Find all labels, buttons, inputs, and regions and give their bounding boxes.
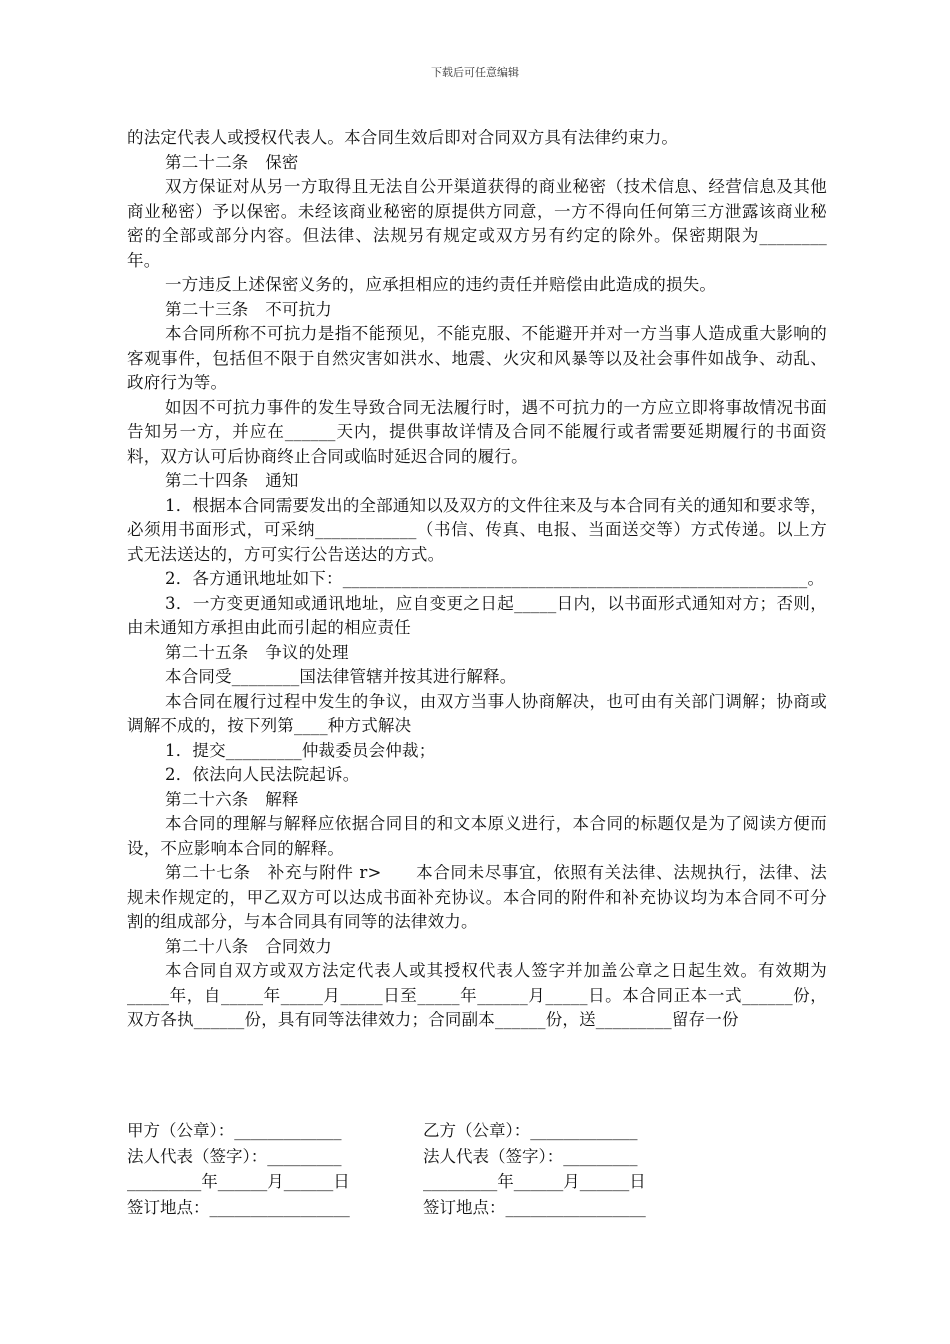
signature-row <box>127 1169 827 1195</box>
contract-paragraph: 第二十七条 补充与附件 r> 本合同未尽事宜，依照有关法律、法规执行，法律、法规未作规定的，甲乙双方可以达成书面补充协议。本合同的附件和补充协议均为本合同不可分割的组成部分，与本合同具有同等的法律效力。 <box>127 863 827 931</box>
contract-paragraph: 1．提交_________仲裁委员会仲裁； <box>165 740 436 760</box>
contract-paragraph: 1．根据本合同需要发出的全部通知以及双方的文件往来及与本合同有关的通知和要求等，必须用书面形式，可采纳____________（书信、传真、电报、当面送交等）方式传递。以上方式无法送达的，方可实行公告送达的方式。 <box>127 495 827 564</box>
contract-paragraph: 本合同自双方或双方法定代表人或其授权代表人签字并加盖公章之日起生效。有效期为_____年，自_____年_____月_____日至_____年______月_____日。本合同正本一式______份，双方各执______份，具有同等法律效力；合同副本______份，送_________留存一份 <box>127 961 827 1029</box>
contract-paragraph: 第二十三条 不可抗力 <box>165 299 332 319</box>
contract-paragraph: 2．依法向人民法院起诉。 <box>165 765 360 784</box>
signature-block <box>127 1118 827 1220</box>
contract-paragraph: 本合同受________国法律管辖并按其进行解释。 <box>165 667 517 686</box>
party-a-field: _________年______月______日 <box>127 1172 350 1191</box>
contract-paragraph: 本合同在履行过程中发生的争议，由双方当事人协商解决，也可由有关部门调解；协商或调解不成的，按下列第____种方式解决 <box>127 691 827 735</box>
party-a-field: 法人代表（签字）：_________ <box>127 1146 342 1166</box>
signature-row <box>127 1118 827 1144</box>
contract-paragraph: 如因不可抗力事件的发生导致合同无法履行时，遇不可抗力的一方应立即将事故情况书面告知另一方，并应在______天内，提供事故详情及合同不能履行或者需要延期履行的书面资料，双方认可后协商终止合同或临时延迟合同的履行。 <box>127 397 827 466</box>
signature-row <box>127 1144 827 1170</box>
contract-paragraph: 3．一方变更通知或通讯地址，应自变更之日起_____日内，以书面形式通知对方；否则，由未通知方承担由此而引起的相应责任 <box>127 593 827 637</box>
contract-paragraph: 一方违反上述保密义务的，应承担相应的违约责任并赔偿由此造成的损失。 <box>165 275 717 294</box>
contract-paragraph: 第二十四条 通知 <box>165 471 299 490</box>
party-b-field: 法人代表（签字）：_________ <box>423 1146 638 1166</box>
signature-row <box>127 1195 827 1221</box>
page-header: 下载后可任意编辑 <box>431 66 519 79</box>
contract-paragraph: 第二十五条 争议的处理 <box>165 642 349 662</box>
party-b-field: 签订地点：_________________ <box>423 1197 646 1217</box>
contract-paragraph: 本合同的理解与解释应依据合同目的和文本原义进行，本合同的标题仅是为了阅读方便而设，不应影响本合同的解释。 <box>127 814 827 858</box>
contract-paragraph: 双方保证对从另一方取得且无法自公开渠道获得的商业秘密（技术信息、经营信息及其他商业秘密）予以保密。未经该商业秘密的原提供方同意，一方不得向任何第三方泄露该商业秘密的全部或部分内容。但法律、法规另有规定或双方另有约定的除外。保密期限为________年。 <box>127 177 827 270</box>
contract-paragraph: 第二十八条 合同效力 <box>165 936 332 956</box>
party-a-field: 甲方（公章）：_____________ <box>127 1121 342 1140</box>
party-b-field: 乙方（公章）：_____________ <box>423 1121 638 1140</box>
contract-body <box>127 126 827 1033</box>
contract-paragraph: 第二十二条 保密 <box>165 152 299 172</box>
contract-paragraph: 第二十六条 解释 <box>165 789 299 809</box>
contract-paragraph: 本合同所称不可抗力是指不能预见，不能克服、不能避开并对一方当事人造成重大影响的客观事件，包括但不限于自然灾害如洪水、地震、火灾和风暴等以及社会事件如战争、动乱、政府行为等。 <box>127 324 827 392</box>
contract-paragraph: 的法定代表人或授权代表人。本合同生效后即对合同双方具有法律约束力。 <box>127 128 679 147</box>
contract-paragraph: 2．各方通讯地址如下：_______________________________________________________。 <box>165 569 825 588</box>
party-b-field: _________年______月______日 <box>423 1172 646 1191</box>
party-a-field: 签订地点：_________________ <box>127 1197 350 1217</box>
